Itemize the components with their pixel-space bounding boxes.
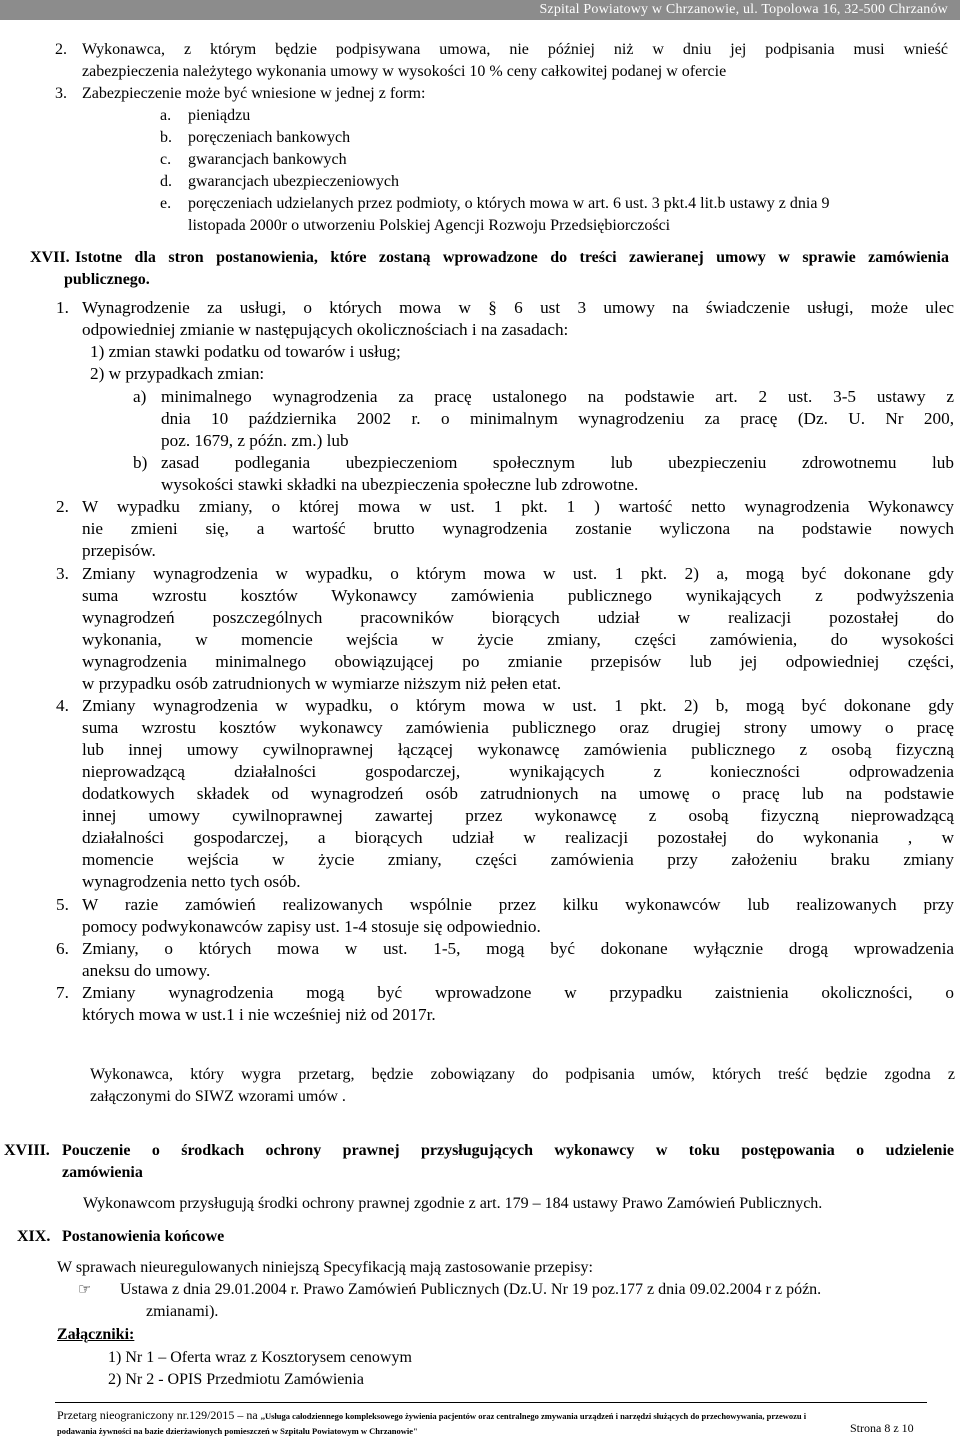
p1-sub1: 1) zmian stawki podatku od towarów i usług; bbox=[90, 342, 401, 361]
section-xix-intro: W sprawach nieuregulowanych niniejszą Specyfikacją mają zastosowanie przepisy: bbox=[57, 1259, 593, 1276]
paragraph-number: 5. bbox=[56, 895, 69, 914]
footer-tender-text: Przetarg nieograniczony nr.129/2015 – na bbox=[57, 1408, 258, 1422]
p3-line: wynagrodzenia minimalnego obowiązującej po zmianie przepisów lub jej odpowiedniej części, bbox=[82, 652, 954, 671]
form-letter: d. bbox=[160, 173, 172, 190]
p4-line: wynagrodzenia netto tych osób. bbox=[82, 872, 301, 891]
section-xviii-text: Wykonawcom przysługują środki ochrony prawnej zgodnie z art. 179 – 184 ustawy Prawo Zamówień Publicznych. bbox=[83, 1195, 823, 1212]
p4-line: działalności gospodarczej, a biorących udział w realizacji pozostałej do wykonania , w bbox=[82, 828, 954, 847]
p2-line1: W wypadku zmiany, o której mowa w ust. 1 pkt. 1 ) wartość netto wynagrodzenia Wykonawcy bbox=[82, 497, 954, 516]
p2-line3: przepisów. bbox=[82, 541, 156, 560]
p3-line: wynagrodzeń poszczególnych pracowników biorących udział w realizacji pozostałej do bbox=[82, 608, 954, 627]
section-number: XVIII. bbox=[4, 1142, 50, 1159]
p1-a-line2: dnia 10 października 2002 r. o minimalnym wynagrodzeniu za pracę (Dz. U. Nr 200, bbox=[161, 409, 954, 428]
item2-line2: zabezpieczenia należytego wykonania umowy w wysokości 10 % ceny całkowitej podanej w ofercie bbox=[82, 63, 727, 80]
attachments-label: Załączniki: bbox=[57, 1326, 135, 1343]
page-number: Strona 8 z 10 bbox=[850, 1421, 914, 1435]
section-title-line1: Istotne dla stron postanowienia, które zostaną wprowadzone do treści zawieranej umowy w sprawie zamówienia bbox=[75, 249, 949, 266]
attachment-item: 1) Nr 1 – Oferta wraz z Kosztorysem cenowym bbox=[108, 1349, 412, 1366]
paragraph-number: 7. bbox=[56, 983, 69, 1002]
p4-line: innej umowy cywilnoprawnej zawartej przez wykonawcę z osobą fizyczną nieprowadzącą bbox=[82, 806, 954, 825]
p1-line2: odpowiedniej zmianie w następujących okolicznościach i na zasadach: bbox=[82, 320, 569, 339]
winner-line1: Wykonawca, który wygra przetarg, będzie zobowiązany do podpisania umów, których treść będzie zgodna z bbox=[90, 1066, 955, 1083]
section-title-line2: zamówienia bbox=[62, 1164, 143, 1181]
winner-line2: załączonymi do SIWZ wzorami umów . bbox=[90, 1088, 346, 1105]
footer-title-line2: podawania żywności na bazie dzierżawionych pomieszczeń w Szpitalu Powiatowym w Chrzanowie" bbox=[57, 1426, 418, 1436]
form-text: gwarancjach ubezpieczeniowych bbox=[188, 173, 399, 190]
section-title-line2: publicznego. bbox=[64, 271, 150, 288]
p4-line: Zmiany wynagrodzenia w wypadku, o którym mowa w ust. 1 pkt. 2) b, mogą być dokonane gdy bbox=[82, 696, 954, 715]
paragraph-number: 6. bbox=[56, 939, 69, 958]
form-text: poręczeniach udzielanych przez podmioty, o których mowa w art. 6 ust. 3 pkt.4 lit.b ustawy z dnia 9 bbox=[188, 195, 830, 212]
p4-line: suma wzrostu kosztów wykonawcy zamówienia publicznego oraz drugiej strony umowy o pracę bbox=[82, 718, 954, 737]
section-title: Postanowienia końcowe bbox=[62, 1228, 225, 1245]
form-text: poręczeniach bankowych bbox=[188, 129, 351, 146]
p7-line2: których mowa w ust.1 i nie wcześniej niż od 2017r. bbox=[82, 1005, 436, 1024]
p1-a-line3: poz. 1679, z późn. zm.) lub bbox=[161, 431, 349, 450]
p5-line1: W razie zamówień realizowanych wspólnie przez kilku wykonawców lub realizowanych przy bbox=[82, 895, 954, 914]
law-line1: Ustawa z dnia 29.01.2004 r. Prawo Zamówień Publicznych (Dz.U. Nr 19 poz.177 z dnia 09.02.2004 r z późn. bbox=[120, 1281, 822, 1298]
item2-line1: Wykonawca, z którym będzie podpisywana umowa, nie później niż w dniu jej podpisania musi wnieść bbox=[82, 41, 948, 58]
paragraph-number: 2. bbox=[56, 497, 69, 516]
p3-line: wykonania, w momencie wejścia w życie zmiany, części zamówienia, do wysokości bbox=[82, 630, 954, 649]
p3-line: suma wzrostu kosztów Wykonawcy zamówienia publicznego wynikających z podwyższenia bbox=[82, 586, 954, 605]
p4-line: momencie wejścia w życie zmiany, części zamówienia przy założeniu braku zmiany bbox=[82, 850, 954, 869]
law-line2: zmianami). bbox=[146, 1303, 219, 1320]
item-number: 2. bbox=[55, 41, 67, 58]
page-header-text: Szpital Powiatowy w Chrzanowie, ul. Topolowa 16, 32-500 Chrzanów bbox=[539, 2, 948, 17]
form-letter: c. bbox=[160, 151, 172, 168]
paragraph-number: 3. bbox=[56, 564, 69, 583]
form-text: gwarancjach bankowych bbox=[188, 151, 347, 168]
p7-line1: Zmiany wynagrodzenia mogą być wprowadzone w przypadku zaistnienia okoliczności, o bbox=[82, 983, 954, 1002]
section-title-line1: Pouczenie o środkach ochrony prawnej przysługujących wykonawcy w toku postępowania o udzielenie bbox=[62, 1142, 954, 1159]
p2-line2: nie zmieni się, a wartość brutto wynagrodzenia zostanie wyliczona na podstawie nowych bbox=[82, 519, 954, 538]
item3-text: Zabezpieczenie może być wniesione w jednej z form: bbox=[82, 85, 426, 102]
p5-line2: pomocy podwykonawców zapisy ust. 1-4 stosuje się odpowiednio. bbox=[82, 917, 541, 936]
p6-line1: Zmiany, o których mowa w ust. 1-5, mogą być dokonane wyłącznie drogą wprowadzenia bbox=[82, 939, 954, 958]
p1-line1: Wynagrodzenie za usługi, o których mowa w § 6 ust 3 umowy na świadczenie usługi, może ulec bbox=[82, 298, 954, 317]
p4-line: nieprowadzącą działalności gospodarczej, wynikających z konieczności odprowadzenia bbox=[82, 762, 954, 781]
form-letter: a. bbox=[160, 107, 172, 124]
p4-line: lub innej umowy cywilnoprawnej łączącej wykonawcę zamówienia publicznego z osobą fizyczną bbox=[82, 740, 954, 759]
p4-line: dodatkowych składek od wynagrodzeń osób zatrudnionych na umowę o pracę lub na podstawie bbox=[82, 784, 954, 803]
section-number: XIX. bbox=[17, 1228, 51, 1245]
p1-a-line1: minimalnego wynagrodzenia za pracę ustalonego na podstawie art. 2 ust. 3-5 ustawy z bbox=[161, 387, 954, 406]
footer-tender bbox=[57, 1408, 806, 1423]
paragraph-number: 4. bbox=[56, 696, 69, 715]
attachment-item: 2) Nr 2 - OPIS Przedmiotu Zamówienia bbox=[108, 1371, 364, 1388]
sub-letter: a) bbox=[133, 387, 147, 406]
p1-sub2: 2) w przypadkach zmian: bbox=[90, 364, 265, 383]
form-letter: e. bbox=[160, 195, 172, 212]
item-number: 3. bbox=[55, 85, 67, 102]
p1-b-line2: wysokości stawki składki na ubezpieczenia społeczne lub zdrowotne. bbox=[161, 475, 639, 494]
paragraph-number: 1. bbox=[56, 298, 69, 317]
footer-title-line1: ,,Usługa całodziennego kompleksowego żywienia pacjentów oraz centralnego zmywania urządzeń i narzędzi służących do przechowywania, przewozu i bbox=[260, 1411, 807, 1421]
p6-line2: aneksu do umowy. bbox=[82, 961, 211, 980]
page-header-band bbox=[0, 0, 960, 20]
footer-divider bbox=[55, 1402, 927, 1403]
section-number: XVII. bbox=[30, 249, 70, 266]
p1-b-line1: zasad podlegania ubezpieczeniom społecznym lub ubezpieczeniu zdrowotnemu lub bbox=[161, 453, 954, 472]
pointing-hand-icon: ☞ bbox=[78, 1280, 92, 1298]
form-text: pieniądzu bbox=[188, 107, 251, 124]
form-e-continuation: listopada 2000r o utworzeniu Polskiej Agencji Rozwoju Przedsiębiorczości bbox=[188, 217, 671, 234]
form-letter: b. bbox=[160, 129, 172, 146]
p3-line: w przypadku osób zatrudnionych w wymiarze niższym niż pełen etat. bbox=[82, 674, 562, 693]
p3-line: Zmiany wynagrodzenia w wypadku, o którym mowa w ust. 1 pkt. 2) a, mogą być dokonane gdy bbox=[82, 564, 954, 583]
sub-letter: b) bbox=[133, 453, 148, 472]
